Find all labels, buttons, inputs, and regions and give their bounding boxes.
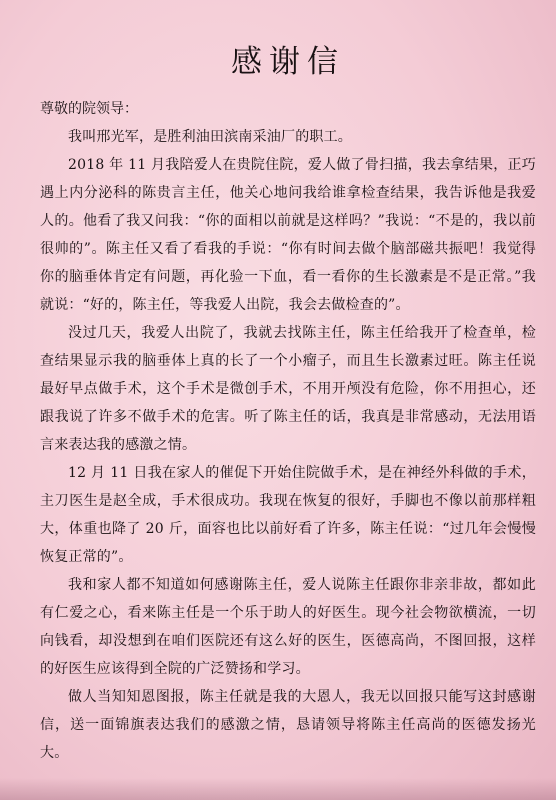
letter-paragraph-diagnosis: 没过几天，我爱人出院了，我就去找陈主任，陈主任给我开了检查单，检查结果显示我的脑垂体上真的长了一个小瘤子，而且生长激素过旺。陈主任说最好早点做手术，这个手术是微创手术，不用开颅没有危险，你不用担心，还跟我说了许多不做手术的危害。听了陈主任的话，我真是非常感动，无法用语言来表达我的感激之情。 xyxy=(40,325,536,453)
page-bottom-shadow xyxy=(0,778,556,800)
letter-title: 感谢信 xyxy=(231,44,345,80)
letter-paragraph-encounter: 2018 年 11 月我陪爱人在贵院住院，爱人做了骨扫描，我去拿结果，正巧遇上内分泌科的陈贵言主任，他关心地问我给谁拿检查结果，我告诉他是我爱人的。他看了我又问我：“你的面相以前就是这样吗？”我说：“不是的，我以前很帅的”。陈主任又看了看我的手说：“你有时间去做个脑部磁共振吧！我觉得你的脑垂体肯定有问题，再化验一下血，看一看你的生长激素是不是正常。”我就说：“好的，陈主任，等我爱人出院，我会去做检查的”。 xyxy=(40,157,536,313)
letter-paragraph-closing: 做人当知知恩图报，陈主任就是我的大恩人，我无以回报只能写这封感谢信，送一面锦旗表达我们的感激之情，恳请领导将陈主任高尚的医德发扬光大。 xyxy=(40,689,536,761)
letter-body xyxy=(40,42,536,767)
letter-paragraph-surgery: 12 月 11 日我在家人的催促下开始住院做手术，是在神经外科做的手术，主刀医生是赵全成，手术很成功。我现在恢复的很好，手脚也不像以前那样粗大，体重也降了 20 斤，面容也比以前好看了许多，陈主任说：“过几年会慢慢恢复正常的”。 xyxy=(40,465,536,565)
letter-paragraph-gratitude: 我和家人都不知道如何感谢陈主任，爱人说陈主任跟你非亲非故，都如此有仁爱之心，看来陈主任是一个乐于助人的好医生。现今社会物欲横流，一切向钱看，却没想到在咱们医院还有这么好的医生，医德高尚，不图回报，这样的好医生应该得到全院的广泛赞扬和学习。 xyxy=(40,577,536,677)
letter-paragraph-intro: 我叫邢光军，是胜利油田滨南采油厂的职工。 xyxy=(68,129,352,145)
letter-salutation: 尊敬的院领导： xyxy=(40,101,138,117)
